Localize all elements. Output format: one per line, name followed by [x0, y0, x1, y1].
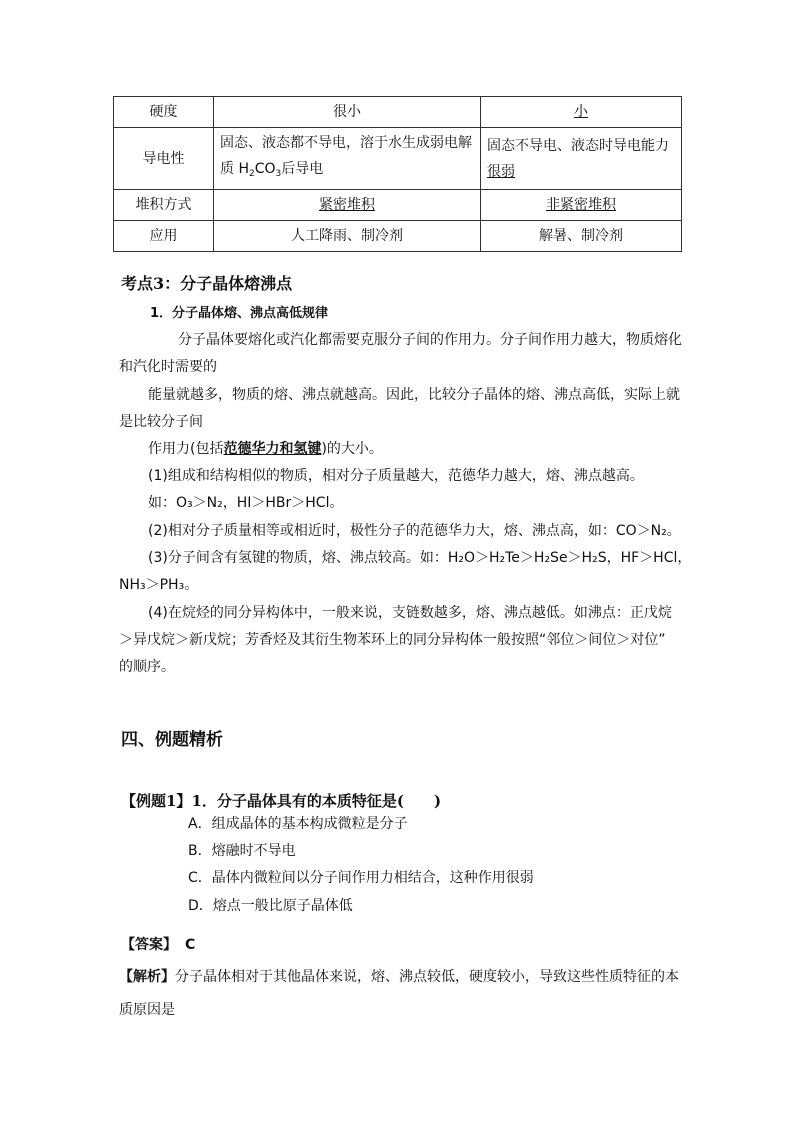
paragraph-line: 作用力(包括范德华力和氢键)的大小。: [148, 441, 383, 457]
rule-line: NH₃＞PH₃。: [119, 577, 199, 593]
cell-other: 非紧密堆积: [546, 197, 616, 213]
row-label: 堆积方式: [114, 190, 214, 221]
paragraph-line: 和汽化时需要的: [119, 359, 217, 375]
rule-line: 的顺序。: [119, 659, 175, 675]
table-row: [114, 190, 682, 221]
rule-line: (2)相对分子质量相等或相近时，极性分子的范德华力大，熔、沸点高，如：CO＞N₂。: [148, 523, 681, 539]
paragraph-line: 能量就越多，物质的熔、沸点就越高。因此，比较分子晶体的熔、沸点高低，实际上就: [148, 387, 680, 403]
example-tag: 【例题1】: [121, 792, 192, 810]
cell-other: 解暑、制冷剂: [481, 221, 682, 252]
analysis-line: 【解析】分子晶体相对于其他晶体来说，熔、沸点较低，硬度较小，导致这些性质特征的本: [119, 969, 679, 985]
option-a: A．组成晶体的基本构成微粒是分子: [188, 816, 408, 832]
cell-other: 固态不导电、液态时导电能力 很弱: [481, 128, 682, 190]
answer-value: C: [185, 937, 196, 953]
row-label: 硬度: [114, 97, 214, 128]
property-table: [113, 96, 682, 252]
rule-line: (3)分子间含有氢键的物质，熔、沸点较高。如：H₂O＞H₂Te＞H₂Se＞H₂S，HF＞HCl，: [148, 550, 692, 566]
cell-molecular: 紧密堆积: [319, 197, 375, 213]
cell-molecular: 固态、液态都不导电，溶于水生成弱电解 质 $H_2CO_3$后导电: [214, 128, 481, 190]
section-heading: 四、例题精析: [121, 730, 223, 750]
subheading: 1．分子晶体熔、沸点高低规律: [150, 306, 329, 321]
rule-line: (4)在烷烃的同分异构体中，一般来说，支链数越多，熔、沸点越低。如沸点：正戊烷: [148, 605, 672, 621]
rule-example: 如：O₃＞N₂，HI＞HBr＞HCl。: [148, 495, 344, 511]
table-row: [114, 221, 682, 252]
row-label: 应用: [114, 221, 214, 252]
cell-other: 小: [574, 104, 588, 120]
option-c: C．晶体内微粒间以分子间作用力相结合，这种作用很弱: [188, 870, 534, 886]
table-row: [114, 128, 682, 190]
answer-label: 【答案】: [121, 937, 177, 953]
rule-line: (1)组成和结构相似的物质，相对分子质量越大，范德华力越大，熔、沸点越高。: [148, 468, 644, 484]
analysis-line: 质原因是: [119, 1002, 175, 1018]
cell-molecular: 很小: [214, 97, 481, 128]
rule-line: ＞异戊烷＞新戊烷；芳香烃及其衍生物苯环上的同分异构体一般按照“邻位＞间位＞对位”: [119, 632, 666, 648]
cell-molecular: 人工降雨、制冷剂: [214, 221, 481, 252]
row-label: 导电性: [114, 128, 214, 190]
option-b: B．熔融时不导电: [188, 843, 296, 859]
paragraph-line: 分子晶体要熔化或汽化都需要克服分子间的作用力。分子间作用力越大，物质熔化: [178, 332, 682, 348]
answer-line: [121, 934, 195, 954]
table-row: [114, 97, 682, 128]
analysis-label: 【解析】: [119, 969, 175, 985]
option-d: D．熔点一般比原子晶体低: [188, 898, 353, 914]
paragraph-line: 是比较分子间: [119, 414, 203, 430]
example-question: 【例题1】1．分子晶体具有的本质特征是( ): [121, 792, 442, 810]
kaodian-heading: 考点3：分子晶体熔沸点: [121, 274, 293, 293]
